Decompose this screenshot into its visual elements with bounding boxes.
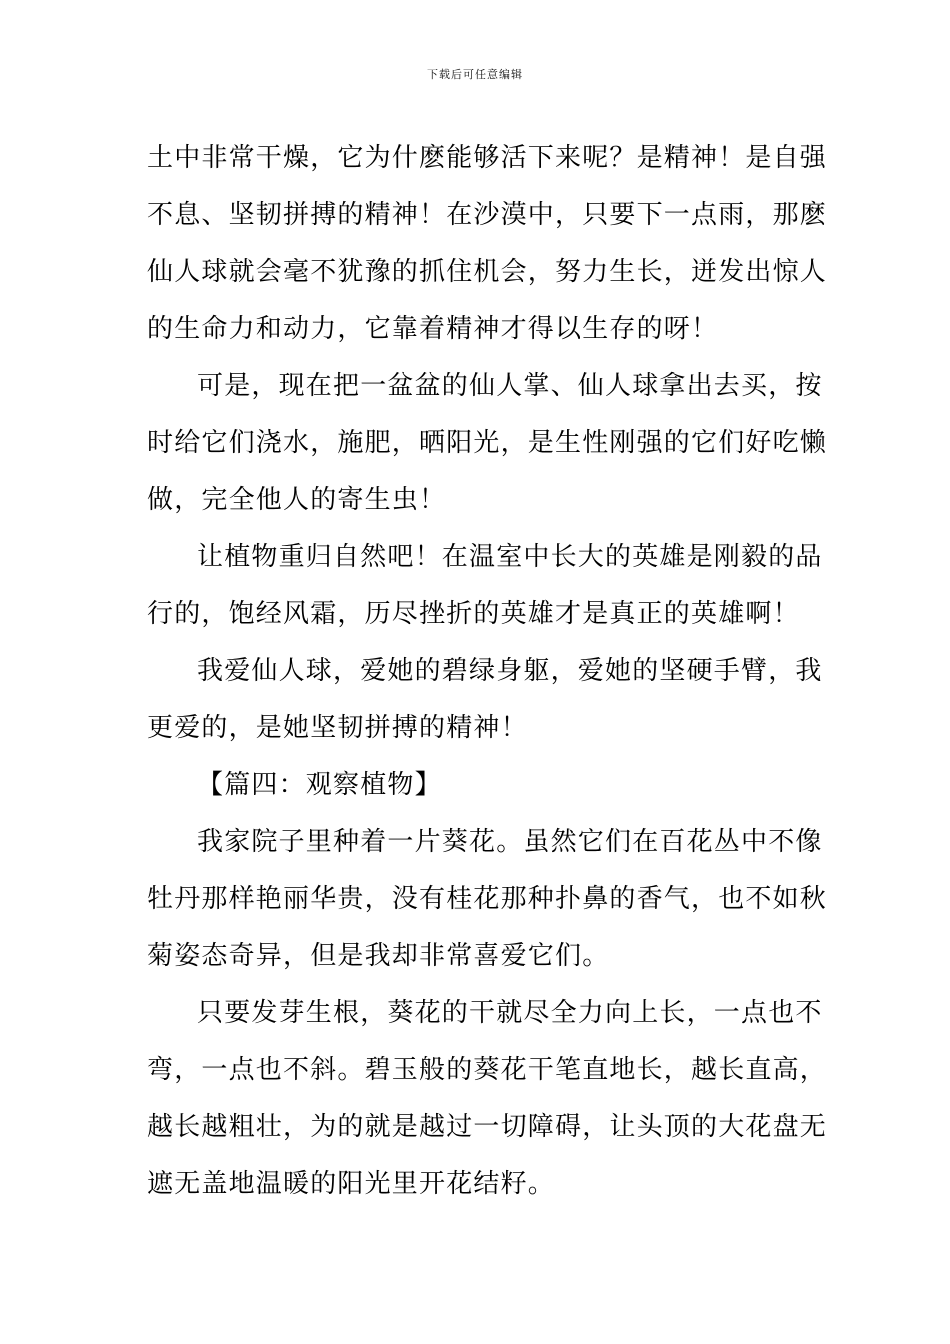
page-header-note: 下载后可任意编辑 xyxy=(427,68,523,81)
text-line: 越长越粗壮，为的就是越过一切障碍，让头顶的大花盘无 xyxy=(147,1112,828,1142)
section-heading xyxy=(147,757,807,814)
paragraph-sunflowers xyxy=(147,814,828,985)
paragraph-love-cactus xyxy=(147,643,823,757)
text-line: 仙人球就会毫不犹豫的抓住机会，努力生长，迸发出惊人 xyxy=(147,257,828,287)
text-line: 不息、坚韧拼搏的精神！在沙漠中，只要下一点雨，那麽 xyxy=(147,200,828,230)
text-line: 弯，一点也不斜。碧玉般的葵花干笔直地长，越长直高， xyxy=(147,1055,828,1085)
section-title: 【篇四：观察植物】 xyxy=(197,770,442,800)
paragraph-spirit xyxy=(147,130,828,358)
paragraph-return-to-nature xyxy=(147,529,823,643)
text-line: 可是，现在把一盆盆的仙人掌、仙人球拿出去买，按 xyxy=(197,371,823,401)
text-line: 做，完全他人的寄生虫！ xyxy=(147,485,447,515)
text-line: 我爱仙人球，爱她的碧绿身躯，爱她的坚硬手臂，我 xyxy=(197,656,823,686)
text-line: 更爱的，是她坚韧拼搏的精神！ xyxy=(147,713,528,743)
text-line: 行的，饱经风霜，历尽挫折的英雄才是真正的英雄啊！ xyxy=(147,599,800,629)
text-line: 牡丹那样艳丽华贵，没有桂花那种扑鼻的香气，也不如秋 xyxy=(147,884,828,914)
text-line: 时给它们浇水，施肥，晒阳光，是生性刚强的它们好吃懒 xyxy=(147,428,828,458)
document-body xyxy=(147,130,828,1213)
text-line: 遮无盖地温暖的阳光里开花结籽。 xyxy=(147,1169,556,1199)
text-line: 菊姿态奇异，但是我却非常喜爱它们。 xyxy=(147,941,610,971)
text-line: 土中非常干燥，它为什麽能够活下来呢？是精神！是自强 xyxy=(147,143,828,173)
paragraph-sunflower-growth xyxy=(147,985,828,1213)
text-line: 让植物重归自然吧！在温室中长大的英雄是刚毅的品 xyxy=(197,542,823,572)
text-line: 只要发芽生根，葵花的干就尽全力向上长，一点也不 xyxy=(197,998,823,1028)
text-line: 的生命力和动力，它靠着精神才得以生存的呀！ xyxy=(147,314,719,344)
text-line: 我家院子里种着一片葵花。虽然它们在百花丛中不像 xyxy=(197,827,823,857)
paragraph-potted-plants xyxy=(147,358,828,529)
